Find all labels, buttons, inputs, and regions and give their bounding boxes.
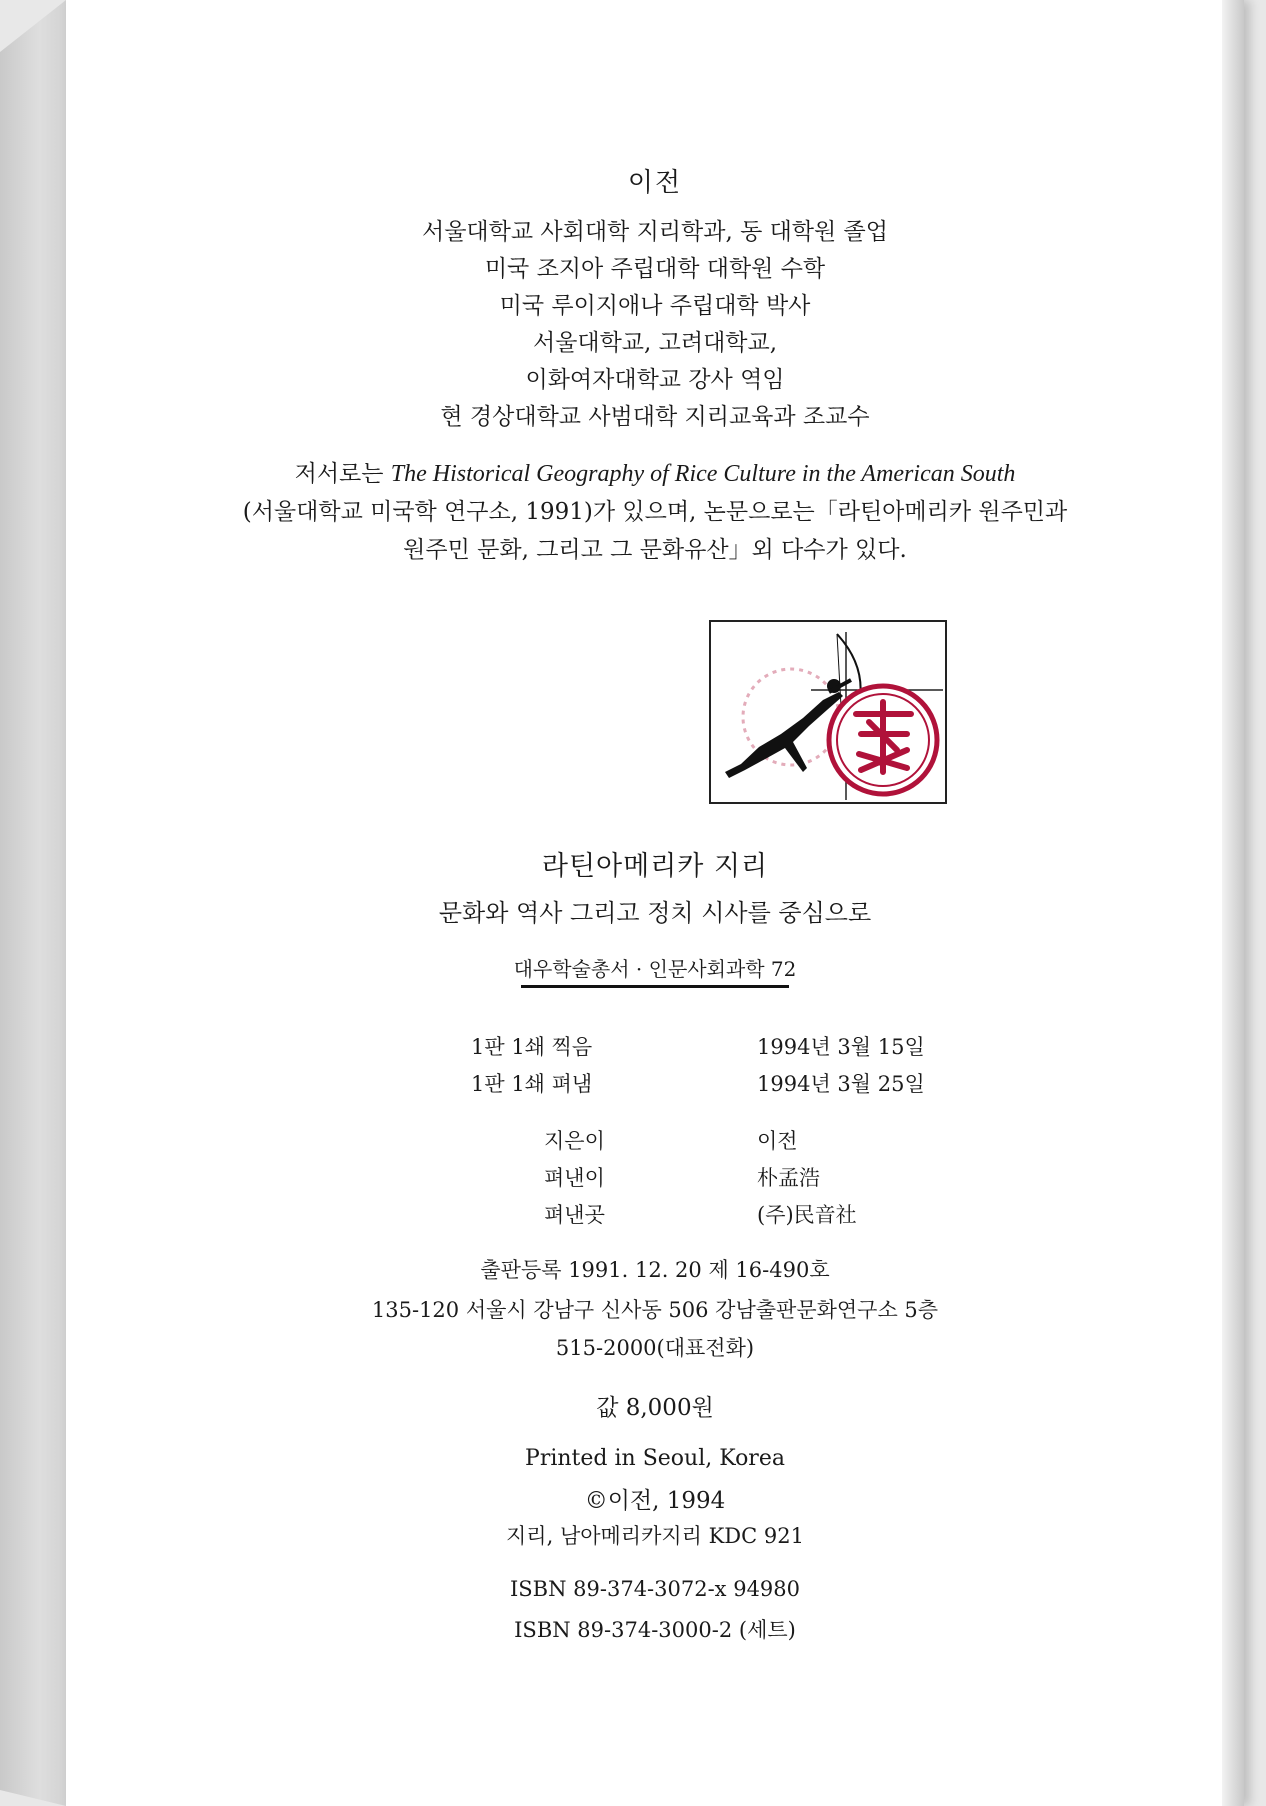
credit-value: 이전 (757, 1129, 798, 1153)
printing-label: 1판 1쇄 펴냄 (471, 1072, 593, 1096)
credit-label: 지은이 (544, 1129, 605, 1153)
author-bio (66, 214, 1244, 436)
printing-date: 1994년 3월 25일 (757, 1072, 925, 1096)
printing-date: 1994년 3월 15일 (757, 1035, 925, 1059)
logo-illustration-icon (711, 622, 945, 802)
isbn-line: ISBN 89-374-3072-x 94980 (509, 1577, 801, 1601)
isbn-line: ISBN 89-374-3000-2 (세트) (514, 1618, 796, 1642)
bio-line: 이화여자대학교 강사 역임 (525, 367, 785, 393)
bio-line: 미국 조지아 주립대학 대학원 수학 (484, 256, 826, 282)
publisher-logo (709, 620, 947, 804)
credit-value: (주)民音社 (757, 1203, 857, 1227)
book-title: 라틴아메리카 지리 (541, 851, 769, 882)
classification: 지리, 남아메리카지리 KDC 921 (506, 1524, 804, 1548)
author-works (66, 455, 1244, 569)
book-subtitle: 문화와 역사 그리고 정치 시사를 중심으로 (438, 899, 872, 927)
bio-line: 서울대학교, 고려대학교, (532, 330, 778, 356)
works-line-1 (66, 455, 1244, 493)
printing-label: 1판 1쇄 찍음 (471, 1035, 593, 1059)
bio-line: 현 경상대학교 사범대학 지리교육과 조교수 (440, 404, 870, 430)
publisher-address: 135-120 서울시 강남구 신사동 506 강남출판문화연구소 5층 (371, 1298, 939, 1322)
printed-in: Printed in Seoul, Korea (525, 1446, 785, 1471)
works-line-2: (서울대학교 미국학 연구소, 1991)가 있으며, 논문으로는「라틴아메리카 원주민과 (242, 499, 1068, 525)
series-underline (521, 985, 789, 988)
book-spine (0, 0, 66, 1806)
works-prefix: 저서로는 (294, 461, 384, 487)
colophon-page (66, 0, 1244, 1806)
works-english-title: The Historical Geography of Rice Culture in the American South (390, 461, 1016, 487)
bio-line: 서울대학교 사회대학 지리학과, 동 대학원 졸업 (421, 219, 888, 245)
publisher-registration: 출판등록 1991. 12. 20 제 16-490호 (480, 1258, 830, 1282)
author-name: 이전 (627, 168, 683, 198)
credit-label: 펴낸이 (544, 1166, 605, 1190)
series-name: 대우학술총서 · 인문사회과학 72 (513, 957, 797, 981)
works-line-3: 원주민 문화, 그리고 그 문화유산」외 다수가 있다. (403, 537, 907, 563)
price: 값 8,000원 (596, 1395, 714, 1421)
publisher-phone: 515-2000(대표전화) (555, 1336, 755, 1360)
credit-value: 朴孟浩 (757, 1166, 820, 1190)
bio-line: 미국 루이지애나 주립대학 박사 (499, 293, 811, 319)
copyright: ©이전, 1994 (584, 1488, 726, 1514)
credit-label: 펴낸곳 (544, 1203, 605, 1227)
